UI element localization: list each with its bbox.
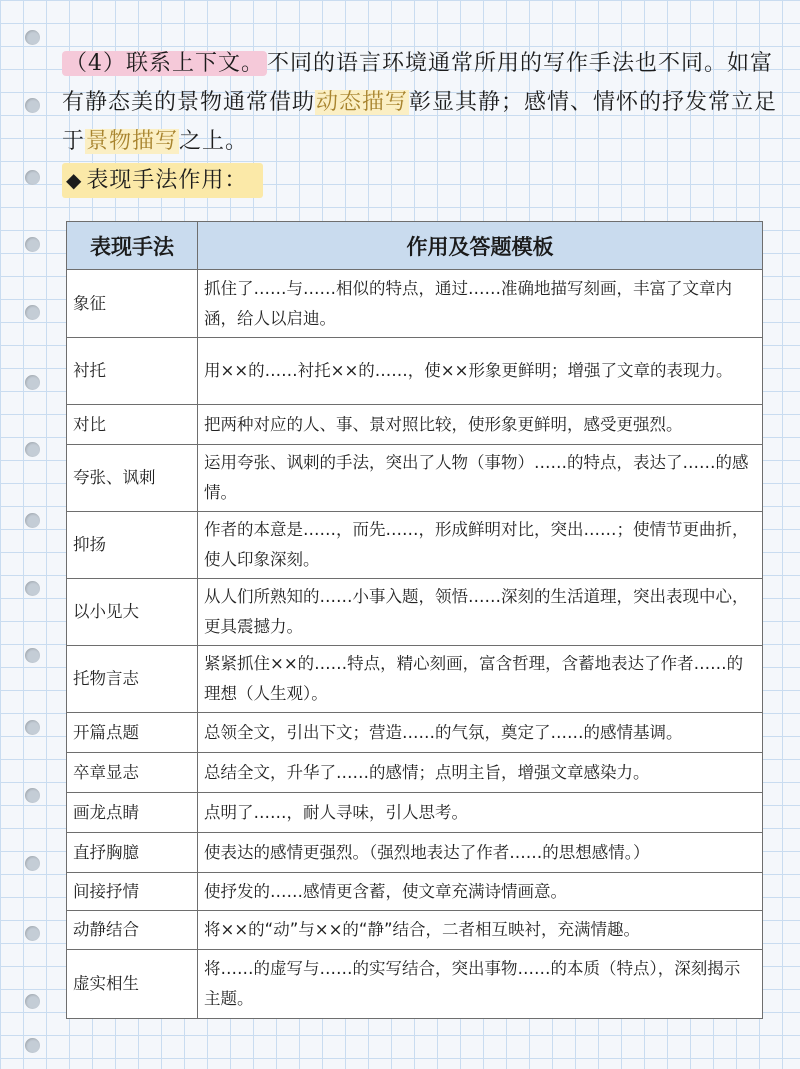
table-row [67,911,763,950]
method-name: 抑扬 [67,512,198,579]
method-name: 卒章显志 [67,753,198,793]
diamond-icon: ◆ [66,168,83,192]
keyword-scenery-description: 景物描写 [86,129,179,154]
intro-text: 彰显其静；感情、情怀的抒发常立足于 [62,90,778,154]
method-name: 衬托 [67,338,198,405]
method-name: 夸张、讽刺 [67,445,198,512]
intro-prefix: （4）联系上下文。 [62,51,267,76]
method-name: 托物言志 [67,646,198,713]
section-title-text: 表现手法作用： [86,168,248,193]
binder-hole [25,720,40,735]
table-row [67,445,763,512]
table-row [67,713,763,753]
method-name: 直抒胸臆 [67,833,198,873]
method-description: 抓住了……与……相似的特点，通过……准确地描写刻画，丰富了文章内涵，给人以启迪。 [198,270,763,338]
method-description: 把两种对应的人、事、景对照比较，使形象更鲜明，感受更强烈。 [198,405,763,445]
table-row [67,753,763,793]
binder-hole [25,648,40,663]
binder-hole [25,788,40,803]
binder-holes [25,30,43,1060]
intro-text: 不同的语言环境通常所用的写作手法也不同。如富有静态美的景物通常借助 [62,51,774,115]
binder-hole [25,1038,40,1053]
binder-hole [25,305,40,320]
table-row [67,873,763,911]
header-method: 表现手法 [67,222,198,270]
header-function: 作用及答题模板 [198,222,763,270]
method-name: 画龙点睛 [67,793,198,833]
binder-hole [25,237,40,252]
method-name: 以小见大 [67,579,198,646]
intro-text: 之上。 [179,129,249,154]
method-description: 使抒发的……感情更含蓄，使文章充满诗情画意。 [198,873,763,911]
method-description: 使表达的感情更强烈。（强烈地表达了作者……的思想感情。） [198,833,763,873]
table-row [67,338,763,405]
keyword-dynamic-description: 动态描写 [316,90,409,115]
method-name: 对比 [67,405,198,445]
method-description: 总结全文，升华了……的感情；点明主旨，增强文章感染力。 [198,753,763,793]
binder-hole [25,170,40,185]
table-row [67,646,763,713]
method-name: 动静结合 [67,911,198,950]
method-description: 将××的“动”与××的“静”结合，二者相互映衬，充满情趣。 [198,911,763,950]
table-row [67,950,763,1019]
method-name: 间接抒情 [67,873,198,911]
table-row [67,405,763,445]
binder-hole [25,926,40,941]
table-row [67,833,763,873]
binder-hole [25,375,40,390]
table-row [67,579,763,646]
binder-hole [25,581,40,596]
binder-hole [25,856,40,871]
method-description: 紧紧抓住××的……特点，精心刻画，富含哲理，含蓄地表达了作者……的理想（人生观）。 [198,646,763,713]
table-row [67,512,763,579]
binder-hole [25,98,40,113]
intro-paragraph [62,44,782,161]
method-description: 作者的本意是……，而先……，形成鲜明对比，突出……；使情节更曲折，使人印象深刻。 [198,512,763,579]
method-description: 运用夸张、讽刺的手法，突出了人物（事物）……的特点，表达了……的感情。 [198,445,763,512]
binder-hole [25,994,40,1009]
table-row [67,270,763,338]
section-title [62,163,263,198]
method-description: 从人们所熟知的……小事入题，领悟……深刻的生活道理，突出表现中心，更具震撼力。 [198,579,763,646]
table-row [67,793,763,833]
method-description: 用××的……衬托××的……，使××形象更鲜明；增强了文章的表现力。 [198,338,763,405]
table-header-row [67,222,763,270]
method-name: 开篇点题 [67,713,198,753]
method-name: 虚实相生 [67,950,198,1019]
method-description: 将……的虚写与……的实写结合，突出事物……的本质（特点），深刻揭示主题。 [198,950,763,1019]
binder-hole [25,30,40,45]
binder-hole [25,513,40,528]
method-name: 象征 [67,270,198,338]
method-description: 总领全文，引出下文；营造……的气氛，奠定了……的感情基调。 [198,713,763,753]
expression-methods-table [66,221,763,1019]
binder-hole [25,442,40,457]
method-description: 点明了……，耐人寻味，引人思考。 [198,793,763,833]
